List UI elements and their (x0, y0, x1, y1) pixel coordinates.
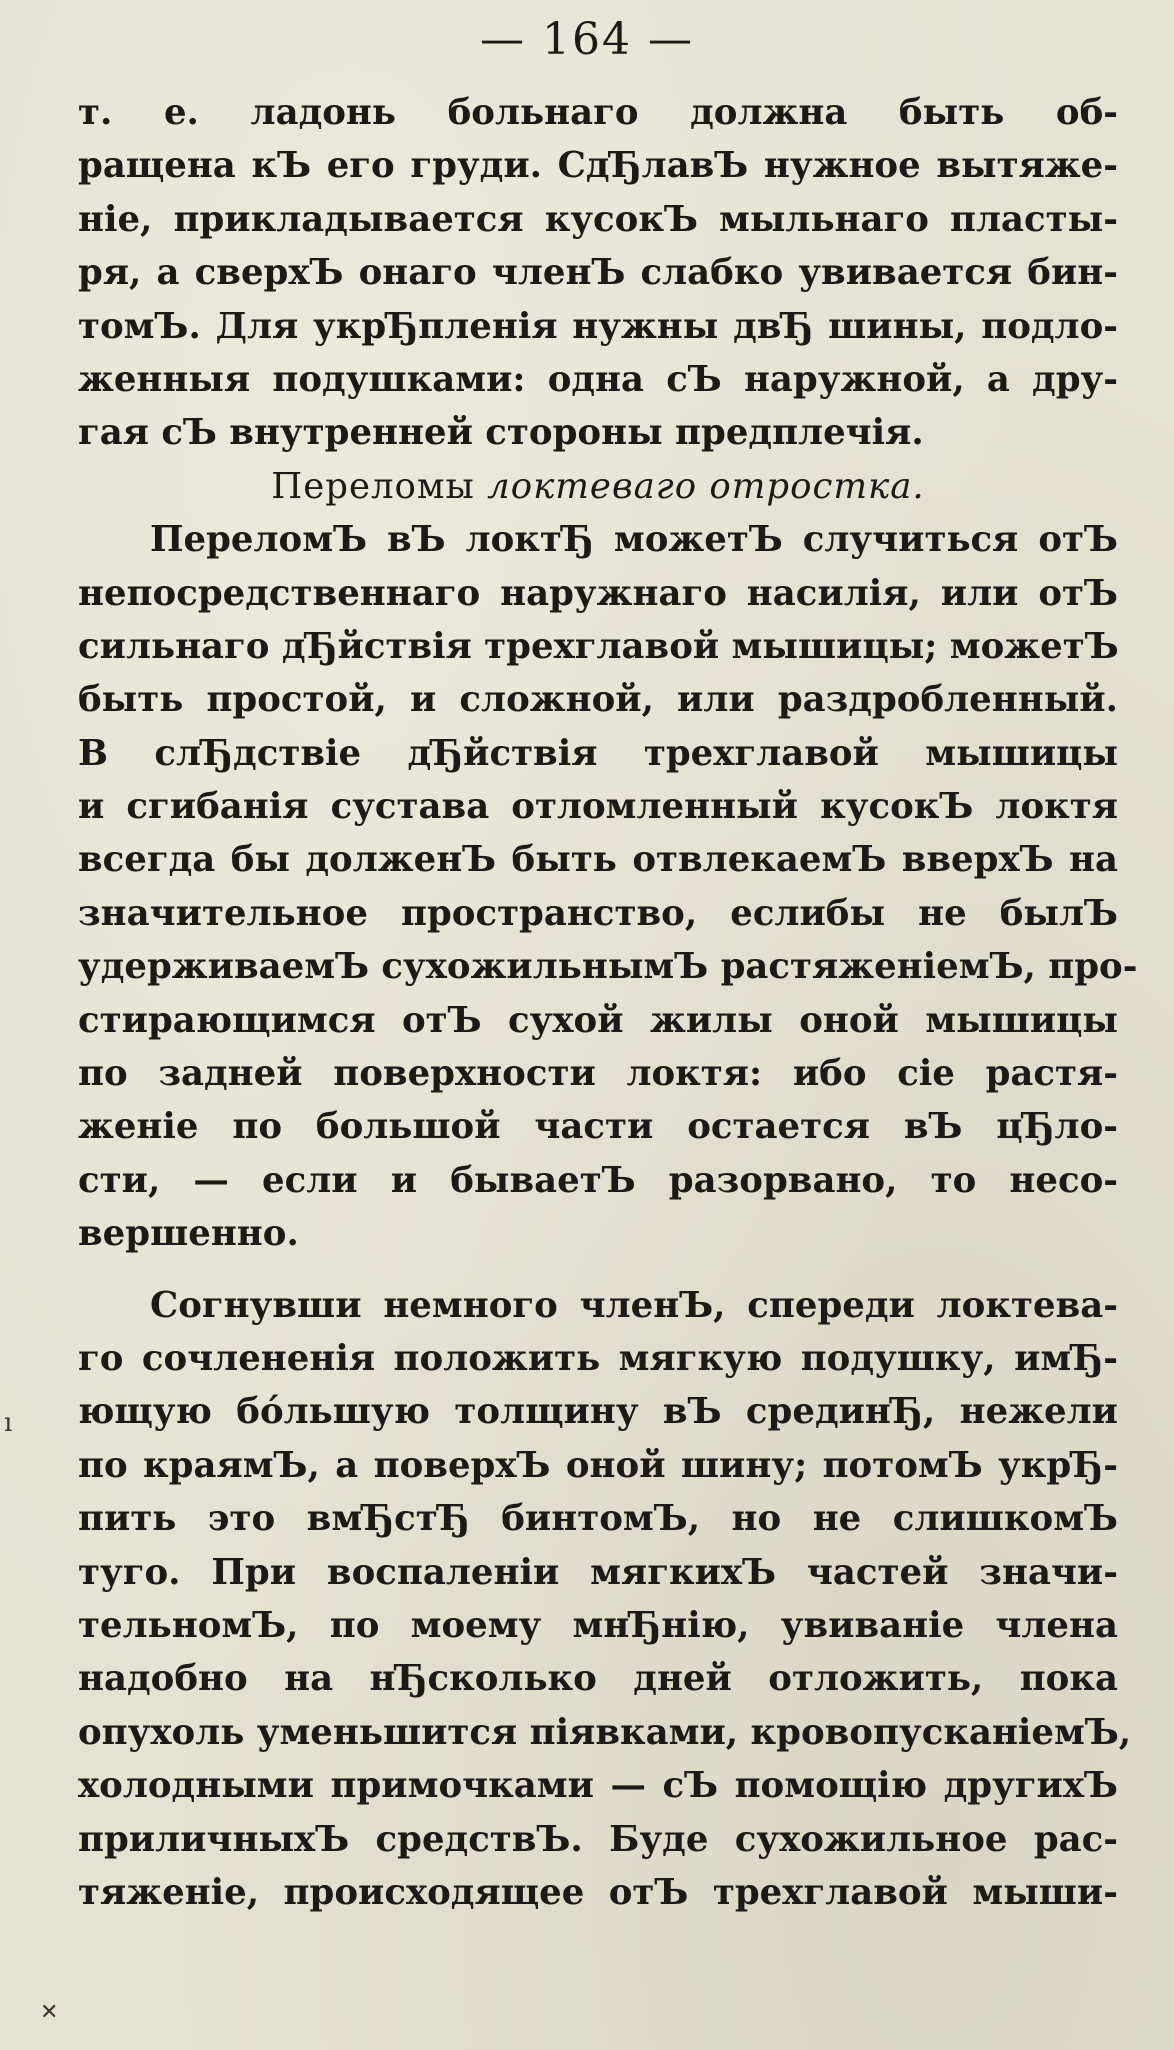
text-line: ющую бо́льшую толщину вЪ срединЂ, нежели (78, 1391, 1118, 1433)
paragraph-2 (78, 513, 1138, 1260)
text-line: по краямЪ, а поверхЪ оной шину; потомЪ укрЂ- (78, 1444, 1118, 1486)
section-heading-italic: локтеваго отростка. (487, 465, 925, 507)
text-line: женныя подушками: одна сЪ наружной, а дру- (78, 358, 1118, 400)
text-line: В слЂдствіе дЂйствія трехглавой мышицы (78, 732, 1118, 774)
page-number: — 164 — (480, 14, 694, 65)
section-heading (78, 460, 1118, 513)
text-line: туго. При воспаленіи мягкихЪ частей значи- (78, 1551, 1118, 1593)
text-line: пить это вмЂстЂ бинтомЪ, но не слишкомЪ (78, 1498, 1118, 1540)
margin-speck: ✕ (40, 2000, 59, 2025)
text-line: сильнаго дЂйствія трехглавой мышицы; можетЪ (78, 625, 1119, 667)
text-line: всегда бы долженЪ быть отвлекаемЪ вверхЪ на (78, 839, 1118, 881)
text-line: быть простой, и сложной, или раздробленный. (78, 679, 1118, 721)
section-heading-normal: Переломы (271, 465, 475, 507)
text-line: томЪ. Для укрЂпленія нужны двЂ шины, подло- (78, 305, 1118, 347)
text-line: ніе, прикладывается кусокЪ мыльнаго пласты- (78, 198, 1118, 240)
text-line: вершенно. (78, 1213, 299, 1255)
text-line: ращена кЪ его груди. СдЂлавЪ нужное вытяже- (78, 145, 1118, 187)
text-line: стирающимся отЪ сухой жилы оной мышицы (78, 999, 1118, 1041)
margin-speck: ı (4, 1408, 13, 1438)
text-line: непосредственнаго наружнаго насилія, или отЪ (78, 572, 1118, 614)
paragraph-gap (78, 1261, 1118, 1279)
text-line: ря, а сверхЪ онаго членЪ слабко увивается бин- (78, 252, 1118, 294)
text-line: т. е. ладонь больнаго должна быть об- (78, 92, 1118, 133)
text-line: по задней поверхности локтя: ибо сіе растя- (78, 1053, 1118, 1095)
text-line: сти, — если и бываетЪ разорвано, то несо- (78, 1159, 1118, 1201)
text-line: женіе по большой части остается вЪ цЂло- (78, 1106, 1118, 1148)
text-line: удерживаемЪ сухожильнымЪ растяженіемЪ, про- (78, 946, 1138, 988)
paragraph-3 (78, 1279, 1132, 1920)
text-line: опухоль уменьшится піявками, кровопусканіемЪ, (78, 1711, 1132, 1753)
text-line: надобно на нЂсколько дней отложить, пока (78, 1658, 1118, 1700)
text-line: гая сЪ внутренней стороны предплечія. (78, 412, 924, 454)
body-text (78, 86, 1138, 1919)
text-line: холодными примочками — сЪ помощію другихЪ (78, 1765, 1118, 1807)
text-line: приличныхЪ средствЪ. Буде сухожильное рас- (78, 1818, 1118, 1860)
text-line: и сгибанія сустава отломленный кусокЪ локтя (78, 786, 1118, 828)
paragraph-1 (78, 86, 1118, 460)
text-line: Согнувши немного членЪ, спереди локтева- (150, 1284, 1118, 1326)
text-line: тельномЪ, по моему мнЂнію, увиваніе члена (78, 1604, 1118, 1646)
text-line: го сочлененія положить мягкую подушку, имЂ- (78, 1337, 1118, 1379)
text-line: тяженіе, происходящее отЪ трехглавой мыши- (78, 1871, 1118, 1913)
text-line: ПереломЪ вЪ локтЂ можетЪ случиться отЪ (150, 519, 1118, 561)
text-line: значительное пространство, еслибы не былЪ (78, 892, 1118, 934)
